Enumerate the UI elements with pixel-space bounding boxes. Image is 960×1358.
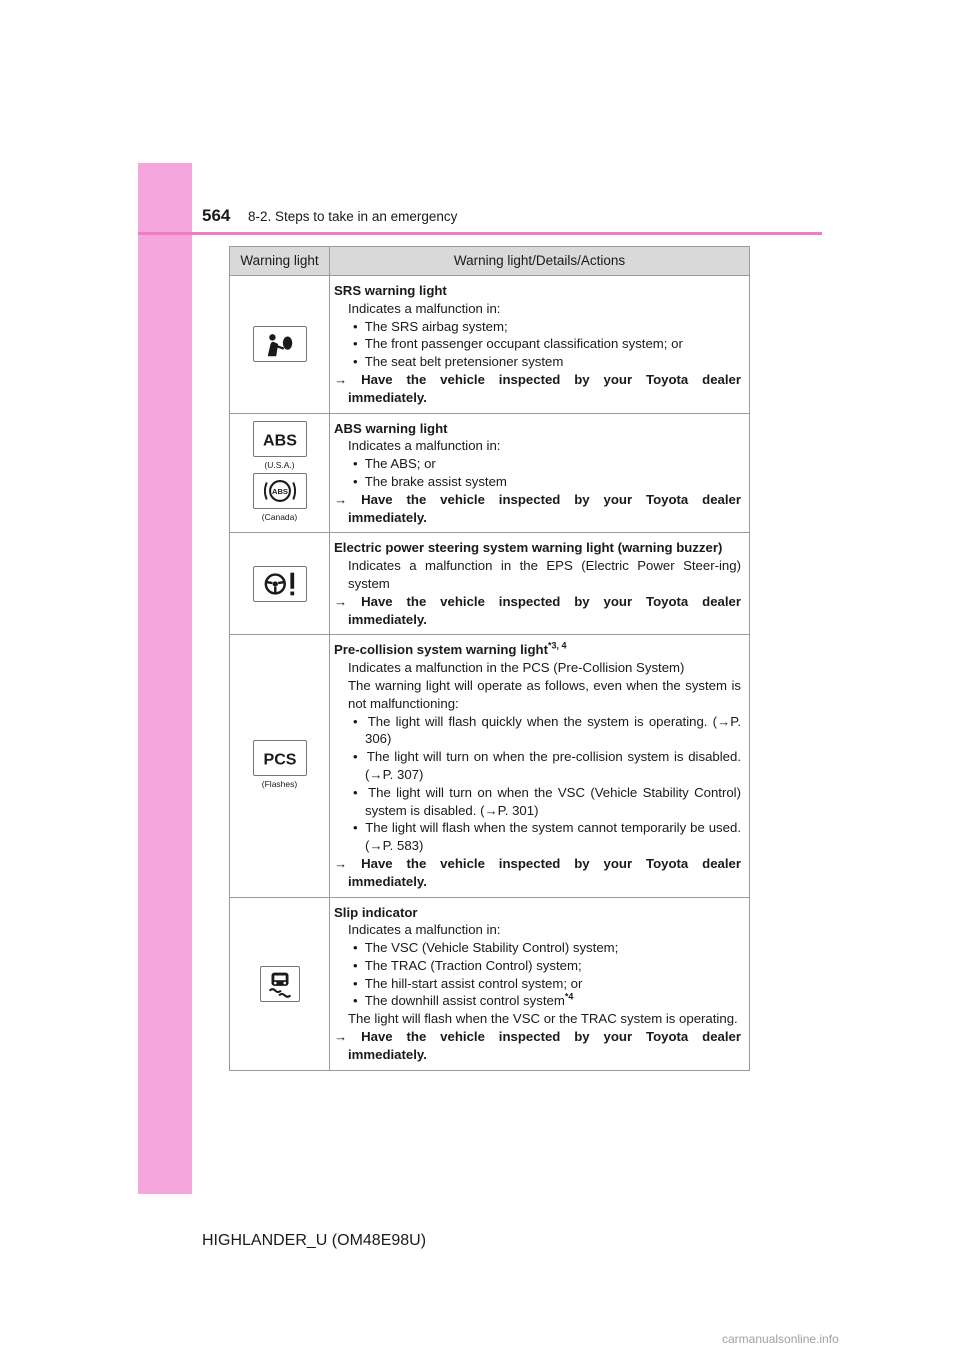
abs-text-icon: [253, 421, 307, 457]
arrow-glyph: →: [334, 855, 348, 871]
row-action: → Have the vehicle inspected by your Toyota dealer immediately.: [334, 855, 741, 889]
table-row-pcs: [230, 635, 750, 897]
bullet-item: • The light will turn on when the VSC (Vehicle Stability Control) system is disabled. (→P. 301): [353, 784, 741, 818]
table-row-slip: [230, 897, 750, 1070]
arrow-glyph: →: [334, 491, 348, 507]
bullet-item: • The VSC (Vehicle Stability Control) system;: [353, 940, 619, 956]
steering-warning-icon: [253, 566, 307, 602]
bullet-item: • The hill-start assist control system; or: [353, 975, 583, 991]
row-lead: Indicates a malfunction in:: [348, 300, 501, 316]
bullet-glyph: •: [353, 820, 358, 836]
warning-light-table: [229, 246, 750, 1071]
details-cell-eps: [330, 533, 750, 635]
column-header-warning-light: Warning light: [230, 247, 330, 276]
details-cell-pcs: [330, 635, 750, 897]
row-title: Slip indicator: [334, 904, 418, 920]
icon-caption-usa: (U.S.A.): [264, 459, 295, 470]
bullet-item: • The light will flash when the system cannot temporarily be used. (→P. 583): [353, 820, 741, 854]
icon-cell-abs: [230, 413, 330, 533]
bullet-item: • The SRS airbag system;: [353, 318, 508, 334]
row-action: → Have the vehicle inspected by your Toyota dealer immediately.: [334, 491, 741, 525]
bullet-item: • The TRAC (Traction Control) system;: [353, 957, 582, 973]
bullet-item: • The seat belt pretensioner system: [353, 354, 564, 370]
bullet-item: • The downhill assist control system$^{*4}$: [353, 992, 574, 1009]
row-action: → Have the vehicle inspected by your Toyota dealer immediately.: [334, 1029, 741, 1062]
bullet-item: • The light will turn on when the pre-collision system is disabled. (→P. 307): [353, 749, 742, 782]
row-title: SRS warning light: [334, 283, 447, 298]
side-accent-band: [138, 163, 192, 1194]
bullet-item: • The brake assist system: [353, 473, 507, 489]
bullet-glyph: •: [353, 975, 358, 991]
icon-cell-pcs: [230, 635, 330, 897]
row-lead: Indicates a malfunction in the EPS (Electric Power Steer-ing) system: [348, 558, 741, 591]
footnote-marker: *4: [564, 992, 574, 1003]
pcs-text-icon: [253, 740, 307, 776]
column-header-details: Warning light/Details/Actions: [330, 247, 750, 276]
arrow-glyph: →: [334, 371, 348, 387]
page-number: 564: [202, 206, 231, 225]
details-cell-slip: [330, 897, 750, 1070]
airbag-warning-icon: [253, 326, 307, 362]
bullet-item: • The ABS; or: [353, 456, 436, 472]
bullet-glyph: •: [353, 473, 358, 489]
icon-caption-flashes: (Flashes): [261, 778, 298, 789]
table-row-abs: [230, 413, 750, 533]
bullet-glyph: •: [353, 940, 358, 956]
bullet-item: • The front passenger occupant classification system; or: [353, 336, 683, 352]
icon-caption-canada: (Canada): [261, 511, 298, 522]
arrow-glyph: →: [334, 1029, 348, 1045]
abs-circle-icon: [253, 473, 307, 509]
bullet-item: • The light will flash quickly when the system is operating. (→P. 306): [353, 713, 741, 747]
row-title: Pre-collision system warning light$^{*3, 4}$: [334, 640, 567, 658]
row-lead-2: The warning light will operate as follows, even when the system is not malfunctioning:: [348, 677, 741, 711]
details-cell-abs: [330, 413, 750, 533]
row-title: ABS warning light: [334, 420, 448, 436]
svg-text:ABS: ABS: [271, 486, 288, 496]
bullet-glyph: •: [353, 456, 358, 472]
table-row-srs: [230, 276, 750, 414]
bullet-glyph: •: [353, 318, 358, 334]
icon-cell-eps: [230, 533, 330, 635]
row-lead: Indicates a malfunction in:: [348, 922, 501, 938]
bullet-glyph: •: [353, 957, 358, 973]
slip-indicator-icon: [260, 966, 300, 1002]
bullet-glyph: •: [353, 784, 358, 800]
row-note: The light will flash when the VSC or the TRAC system is operating.: [348, 1011, 738, 1027]
row-lead: Indicates a malfunction in the PCS (Pre-Collision System): [348, 660, 685, 676]
table-row-eps: [230, 533, 750, 635]
row-title: Electric power steering system warning light (warning buzzer): [334, 540, 723, 556]
bullet-glyph: •: [353, 713, 358, 729]
svg-text:PCS: PCS: [263, 750, 296, 769]
watermark: carmanualsonline.info: [722, 1332, 839, 1346]
footnote-marker: *3, 4: [547, 640, 567, 651]
bullet-glyph: •: [353, 354, 358, 370]
header-divider: [138, 232, 822, 235]
svg-text:ABS: ABS: [262, 431, 297, 450]
details-cell-srs: [330, 276, 750, 414]
icon-cell-slip: [230, 897, 330, 1070]
icon-cell-srs: [230, 276, 330, 414]
row-lead: Indicates a malfunction in:: [348, 438, 501, 454]
arrow-glyph: →: [334, 593, 348, 609]
table-header-row: [230, 247, 750, 276]
bullet-glyph: •: [353, 993, 358, 1009]
footer-manual-code: HIGHLANDER_U (OM48E98U): [202, 1232, 427, 1249]
section-title: 8-2. Steps to take in an emergency: [248, 209, 458, 224]
row-action: → Have the vehicle inspected by your Toyota dealer immediately.: [334, 371, 741, 405]
row-action: → Have the vehicle inspected by your Toyota dealer immediately.: [334, 593, 741, 627]
bullet-glyph: •: [353, 336, 358, 352]
bullet-glyph: •: [353, 749, 358, 765]
